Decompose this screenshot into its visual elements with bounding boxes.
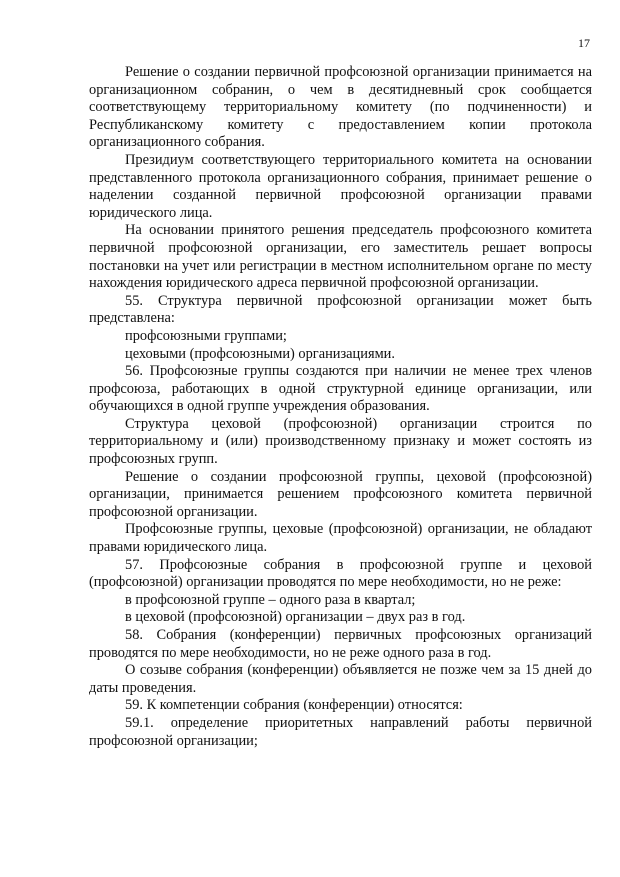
paragraph-presidium-decision: Президиум соответствующего территориального комитета на основании представленного протокола организационного собрания, принимает решение о наделении созданной первичной профсоюзной организации правами юридического лица. (89, 151, 592, 221)
paragraph-decision-creation: Решение о создании первичной профсоюзной организации принимается на организационном собранин, о чем в десятидневный срок сообщается соответствующему территориальному комитету (по подчиненности) и Республиканскому комитету с предоставлением копии протокола организационного собрания. (89, 64, 592, 151)
paragraph-registration: На основании принятого решения председатель профсоюзного комитета первичной профсоюзной организации, его заместитель решает вопросы постановки на учет или регистрации в местном исполнительном органе по месту нахождения юридического адреса первичной профсоюзной организации. (89, 222, 592, 292)
list-item-workshop-meetings: в цеховой (профсоюзной) организации – двух раз в год. (125, 609, 466, 626)
paragraph-item-55: 55. Структура первичной профсоюзной организации может быть представлена: (89, 292, 592, 327)
paragraph-item-57: 57. Профсоюзные собрания в профсоюзной группе и цеховой (профсоюзной) организации проводятся по мере необходимости, но не реже: (89, 556, 592, 591)
paragraph-item-59-1: 59.1. определение приоритетных направлений работы первичной профсоюзной организации; (89, 714, 592, 749)
paragraph-group-creation-decision: Решение о создании профсоюзной группы, цеховой (профсоюзной) организации, принимается решением профсоюзного комитета первичной профсоюзной организации. (89, 468, 592, 520)
paragraph-item-59: 59. К компетенции собрания (конференции) относятся: (125, 697, 463, 714)
paragraph-workshop-structure: Структура цеховой (профсоюзной) организации строится по территориальному и (или) производственному признаку и может состоять из профсоюзных групп. (89, 415, 592, 468)
paragraph-item-58: 58. Собрания (конференции) первичных профсоюзных организаций проводятся по мере необходимости, но не реже одного раза в год. (89, 627, 592, 661)
list-item-groups: профсоюзными группами; (125, 327, 287, 344)
list-item-workshop-organizations: цеховыми (профсоюзными) организациями. (125, 345, 395, 362)
page-number: 17 (578, 36, 590, 50)
paragraph-item-56: 56. Профсоюзные группы создаются при наличии не менее трех членов профсоюза, работающих в одной структурной единице организации, или обучающихся в одной группе учреждения образования. (89, 363, 592, 415)
paragraph-no-legal-entity: Профсоюзные группы, цеховые (профсоюзной) организации, не обладают правами юридического лица. (89, 521, 592, 556)
paragraph-meeting-notice: О созыве собрания (конференции) объявляется не позже чем за 15 дней до даты проведения. (89, 662, 592, 696)
document-body (89, 64, 592, 750)
list-item-group-meetings: в профсоюзной группе – одного раза в квартал; (125, 591, 416, 608)
